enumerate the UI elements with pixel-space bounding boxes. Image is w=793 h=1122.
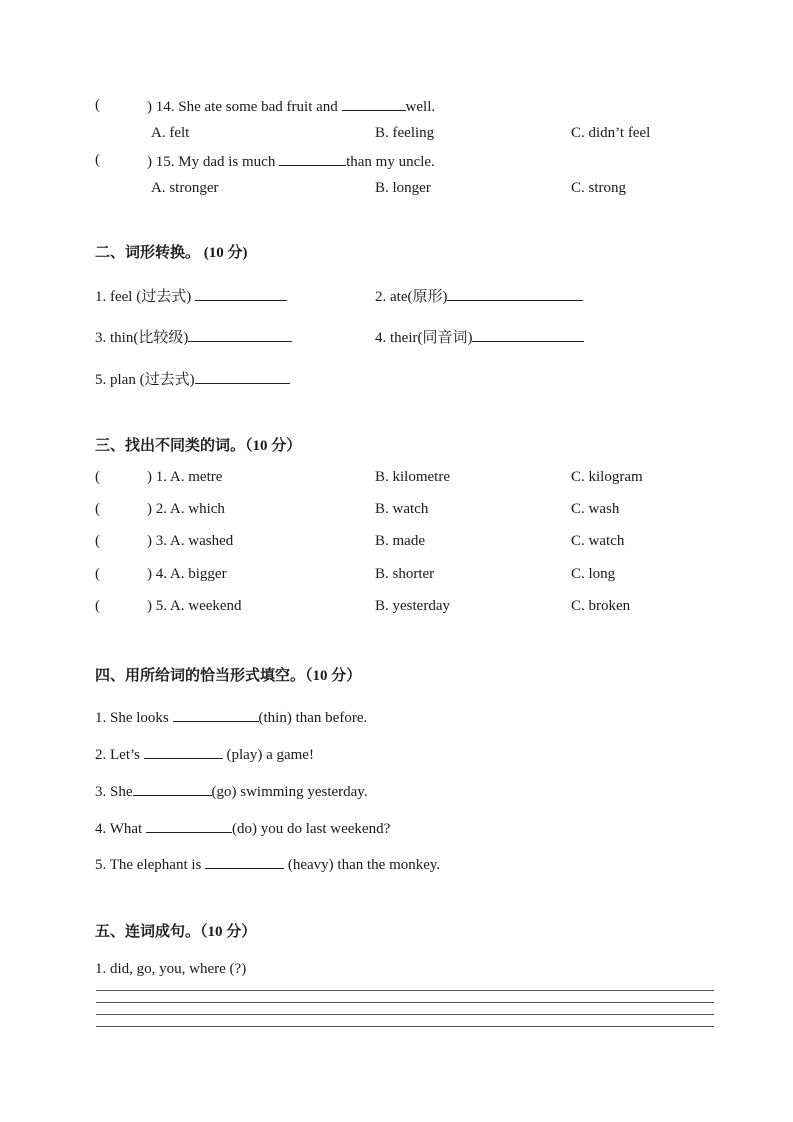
question-stem: ) 15. My dad is much than my uncle. xyxy=(147,151,435,171)
list-item: 3. She (go) swimming yesterday. xyxy=(95,781,368,801)
answer-paren: ( xyxy=(95,501,100,517)
answer-paren: ( xyxy=(95,152,100,168)
answer-paren: ( xyxy=(95,469,100,485)
answer-line[interactable] xyxy=(96,1014,714,1015)
answer-blank[interactable] xyxy=(447,286,583,301)
option-b: B. longer xyxy=(375,180,431,196)
answer-blank[interactable] xyxy=(146,818,232,833)
answer-blank[interactable] xyxy=(173,707,259,722)
list-item: 1. did, go, you, where (?) xyxy=(95,961,247,977)
list-item: 4. What (do) you do last weekend? xyxy=(95,818,390,838)
option-a: A. stronger xyxy=(151,180,219,196)
list-item: 2. ate(原形) xyxy=(375,286,583,306)
list-item: 2. Let’s (play) a game! xyxy=(95,744,314,764)
option-c: C. strong xyxy=(571,180,627,196)
answer-paren: ( xyxy=(95,533,100,549)
answer-blank[interactable] xyxy=(342,96,406,111)
answer-paren: ( xyxy=(95,566,100,582)
option-a: ) 2. A. which xyxy=(147,501,225,517)
answer-blank[interactable] xyxy=(205,854,284,869)
section-title: 五、连词成句。（10 分） xyxy=(95,924,257,940)
answer-line[interactable] xyxy=(96,1002,714,1003)
section-title: 三、找出不同类的词。（10 分） xyxy=(95,438,302,454)
option-c: C. didn’t feel xyxy=(571,125,651,141)
answer-paren: ( xyxy=(95,97,100,113)
answer-blank[interactable] xyxy=(133,781,212,796)
answer-blank[interactable] xyxy=(195,369,290,384)
answer-blank[interactable] xyxy=(188,327,292,342)
option-a: A. felt xyxy=(151,125,190,141)
option-a: ) 3. A. washed xyxy=(147,533,234,549)
option-b: B. kilometre xyxy=(375,469,450,485)
option-b: B. feeling xyxy=(375,125,435,141)
list-item: 4. their(同音词) xyxy=(375,327,584,347)
list-item: 1. feel (过去式) xyxy=(95,286,287,306)
answer-line[interactable] xyxy=(96,1026,714,1027)
option-a: ) 1. A. metre xyxy=(147,469,223,485)
option-c: C. broken xyxy=(571,598,631,614)
answer-paren: ( xyxy=(95,598,100,614)
option-c: C. kilogram xyxy=(571,469,643,485)
answer-blank[interactable] xyxy=(144,744,223,759)
answer-blank[interactable] xyxy=(279,151,346,166)
option-a: ) 4. A. bigger xyxy=(147,566,227,582)
list-item: 1. She looks (thin) than before. xyxy=(95,707,367,727)
list-item: 5. The elephant is (heavy) than the monkey. xyxy=(95,854,440,874)
section-title: 四、用所给词的恰当形式填空。（10 分） xyxy=(95,668,362,684)
answer-blank[interactable] xyxy=(195,286,287,301)
answer-blank[interactable] xyxy=(472,327,584,342)
option-a: ) 5. A. weekend xyxy=(147,598,242,614)
option-b: B. made xyxy=(375,533,425,549)
option-b: B. yesterday xyxy=(375,598,450,614)
option-b: B. watch xyxy=(375,501,429,517)
option-c: C. watch xyxy=(571,533,625,549)
question-stem: ) 14. She ate some bad fruit and well. xyxy=(147,96,435,116)
list-item: 5. plan (过去式) xyxy=(95,369,290,389)
section-title: 二、词形转换。 (10 分) xyxy=(95,245,248,261)
option-c: C. wash xyxy=(571,501,620,517)
option-b: B. shorter xyxy=(375,566,435,582)
answer-line[interactable] xyxy=(96,990,714,991)
list-item: 3. thin(比较级) xyxy=(95,327,292,347)
option-c: C. long xyxy=(571,566,616,582)
